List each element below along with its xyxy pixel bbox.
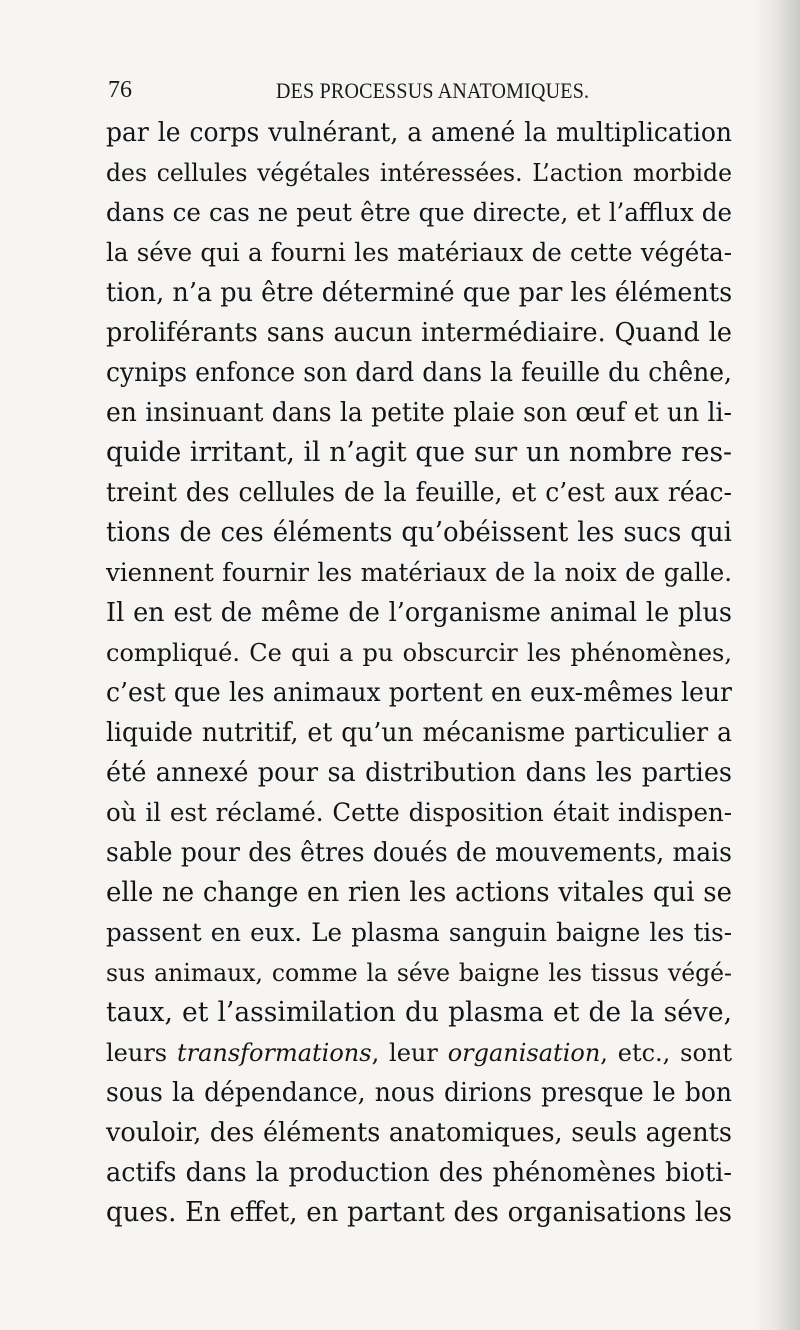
text-line: où il est réclamé. Cette disposition était indispen- xyxy=(106,797,732,828)
text-line-with-italics xyxy=(106,1032,732,1073)
text-line: la séve qui a fourni les matériaux de cette végéta- xyxy=(106,237,732,268)
text-line: liquide nutritif, et qu’un mécanisme particulier a xyxy=(106,717,732,748)
text-line: vouloir, des éléments anatomiques, seuls agents xyxy=(106,1117,732,1149)
text-line: cynips enfonce son dard dans la feuille du chêne, xyxy=(106,357,732,388)
text-line: des cellules végétales intéressées. L’action morbide xyxy=(106,158,732,188)
text-line: tion, n’a pu être déterminé que par les éléments xyxy=(106,277,733,309)
page-number: 76 xyxy=(108,77,132,103)
running-head xyxy=(108,74,734,108)
text-line: c’est que les animaux portent en eux-mêmes leur xyxy=(106,677,732,708)
text-fragment: leurs xyxy=(106,1038,177,1068)
text-line: dans ce cas ne peut être que directe, et l’afflux de xyxy=(106,197,732,228)
text-line: sus animaux, comme la séve baigne les tissus végé- xyxy=(106,958,732,988)
running-title: DES PROCESSUS ANATOMIQUES. xyxy=(276,79,590,104)
text-line: compliqué. Ce qui a pu obscurcir les phénomènes, xyxy=(106,638,732,668)
text-line: taux, et l’assimilation du plasma et de la séve, xyxy=(106,996,732,1029)
page-gutter-shadow xyxy=(752,0,800,1330)
text-line: actifs dans la production des phénomènes bioti- xyxy=(106,1157,732,1189)
text-line: sous la dépendance, nous dirions presque le bon xyxy=(106,1077,732,1108)
italic-term-transformations: transformations xyxy=(176,1038,372,1068)
text-line: elle ne change en rien les actions vitales qui se xyxy=(106,877,732,909)
text-line: Il en est de même de l’organisme animal le plus xyxy=(106,597,732,629)
text-line: ques. En effet, en partant des organisations les xyxy=(106,1197,732,1229)
text-line: viennent fournir les matériaux de la noix de galle. xyxy=(106,557,732,588)
text-line: sable pour des êtres doués de mouvements, mais xyxy=(106,837,732,868)
text-fragment: , leur xyxy=(371,1038,448,1068)
text-line: été annexé pour sa distribution dans les parties xyxy=(106,757,732,789)
body-text xyxy=(106,113,732,1233)
text-line: par le corps vulnérant, a amené la multiplication xyxy=(106,117,732,148)
text-fragment: , etc., sont xyxy=(600,1038,732,1068)
text-line: treint des cellules de la feuille, et c’est aux réac- xyxy=(106,477,732,508)
italic-term-organisation: organisation xyxy=(447,1038,601,1068)
text-line: tions de ces éléments qu’obéissent les sucs qui xyxy=(106,517,732,549)
text-line: en insinuant dans la petite plaie son œuf et un li- xyxy=(106,397,732,428)
text-line: quide irritant, il n’agit que sur un nombre res- xyxy=(106,436,732,469)
text-line: passent en eux. Le plasma sanguin baigne les tis- xyxy=(106,917,732,948)
text-line: proliférants sans aucun intermédiaire. Quand le xyxy=(106,317,732,349)
